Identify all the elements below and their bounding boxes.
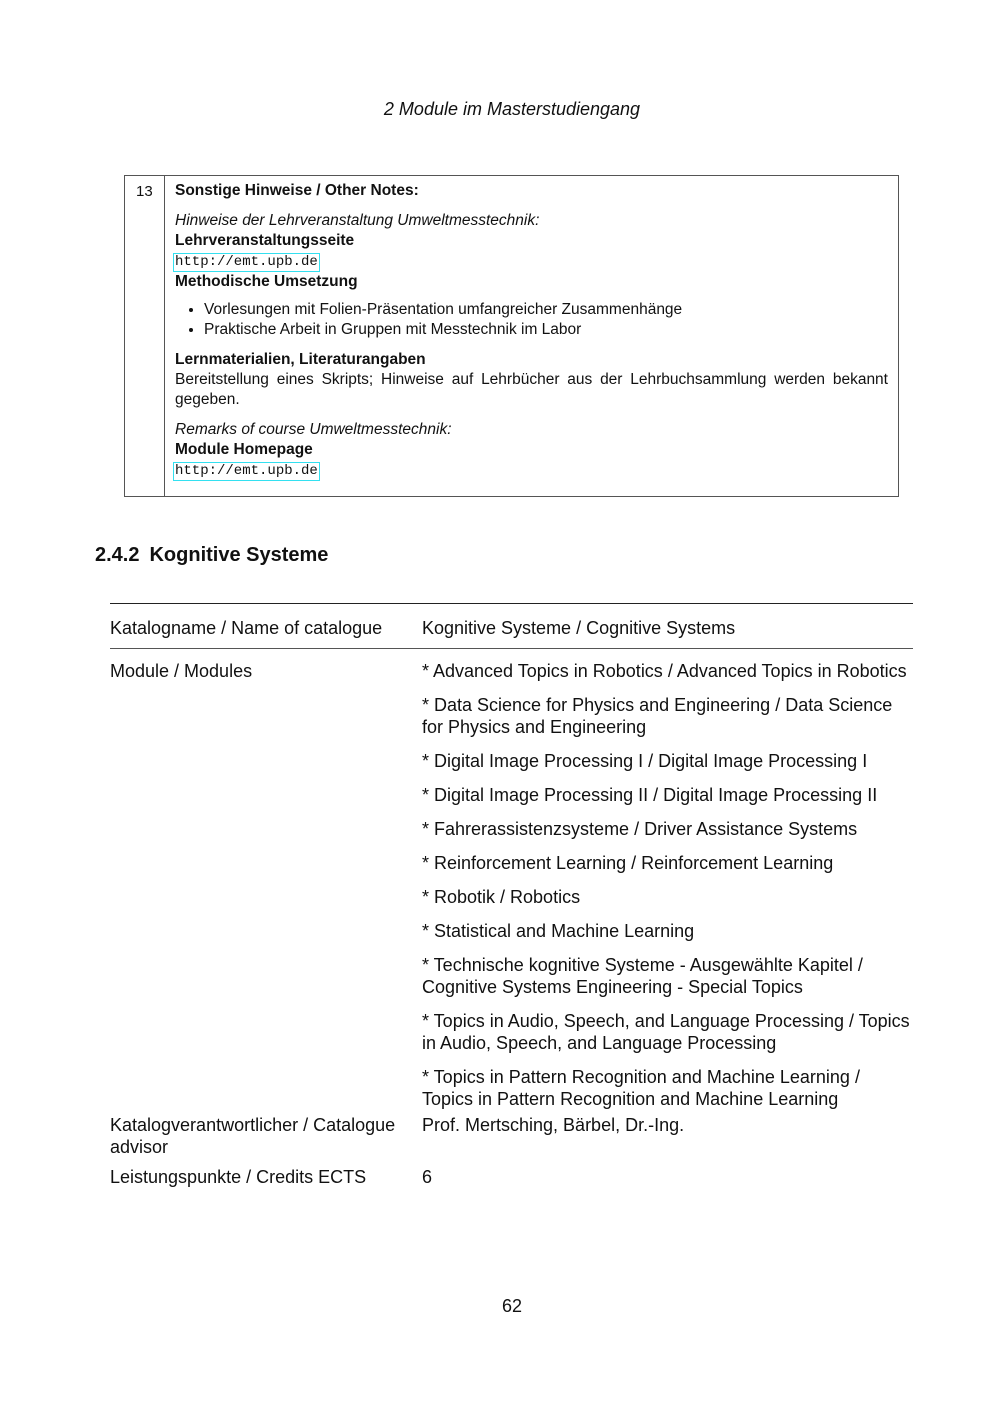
catalog-name-row — [110, 604, 913, 648]
materials-label: Lernmaterialien, Literaturangaben — [175, 351, 426, 368]
notes-en-page-label: Module Homepage — [175, 441, 313, 458]
module-item: * Digital Image Processing I / Digital Image Processing I — [422, 751, 868, 771]
module-item: * Fahrerassistenzsysteme / Driver Assistance Systems — [422, 819, 858, 839]
module-item: * Digital Image Processing II / Digital Image Processing II — [422, 785, 878, 805]
section-heading — [95, 544, 328, 567]
advisor-label: Katalogverantwortlicher / Catalogue advisor — [110, 1115, 396, 1157]
running-header: 2 Module im Masterstudiengang — [383, 99, 641, 119]
module-item: * Advanced Topics in Robotics / Advanced Topics in Robotics — [422, 661, 907, 681]
notes-title: Sonstige Hinweise / Other Notes: — [175, 182, 419, 199]
credits-row — [110, 1158, 913, 1188]
method-item: • Praktische Arbeit in Gruppen mit Messtechnik im Labor — [204, 320, 888, 340]
method-list — [175, 300, 888, 340]
credits-label: Leistungspunkte / Credits ECTS — [110, 1167, 367, 1187]
advisor-value: Prof. Mertsching, Bärbel, Dr.-Ing. — [422, 1115, 685, 1135]
catalog-name-label: Katalogname / Name of catalogue — [110, 618, 383, 638]
module-item: * Data Science for Physics and Engineering / Data Science for Physics and Engineering — [422, 695, 893, 737]
notes-content — [175, 181, 888, 481]
course-page-link[interactable]: http://emt.upb.de — [175, 254, 318, 270]
module-homepage-link[interactable]: http://emt.upb.de — [175, 463, 318, 479]
credits-value: 6 — [422, 1167, 433, 1187]
section-number: 2.4.2 — [95, 544, 140, 566]
notes-de-intro: Hinweise der Lehrveranstaltung Umweltmesstechnik: — [175, 212, 540, 229]
modules-row — [110, 649, 913, 1122]
module-item: * Robotik / Robotics — [422, 887, 581, 907]
method-item: • Vorlesungen mit Folien-Präsentation umfangreicher Zusammenhänge — [204, 300, 888, 320]
catalog-name-value: Kognitive Systeme / Cognitive Systems — [422, 618, 736, 638]
materials-text: Bereitstellung eines Skripts; Hinweise auf Lehrbücher aus der Lehrbuchsammlung werden bekannt gegeben. — [175, 371, 888, 408]
module-item: * Reinforcement Learning / Reinforcement Learning — [422, 853, 834, 873]
modules-label: Module / Modules — [110, 661, 253, 681]
notes-de-page-label: Lehrveranstaltungsseite — [175, 232, 355, 249]
notes-en-intro: Remarks of course Umweltmesstechnik: — [175, 421, 452, 438]
notes-row-number: 13 — [125, 176, 165, 496]
section-title: Kognitive Systeme — [149, 544, 329, 566]
catalog-table — [110, 603, 913, 1188]
module-item: * Topics in Audio, Speech, and Language Processing / Topics in Audio, Speech, and Language Processing — [422, 1011, 910, 1053]
page-number: 62 — [501, 1296, 523, 1316]
method-label: Methodische Umsetzung — [175, 273, 358, 290]
modules-list — [422, 660, 913, 1122]
advisor-row — [110, 1114, 913, 1158]
notes-table — [124, 175, 899, 497]
module-item: * Topics in Pattern Recognition and Machine Learning / Topics in Pattern Recognition and Machine Learning — [422, 1067, 860, 1109]
module-item: * Statistical and Machine Learning — [422, 921, 695, 941]
module-item: * Technische kognitive Systeme - Ausgewählte Kapitel / Cognitive Systems Engineering - Special Topics — [422, 955, 863, 997]
